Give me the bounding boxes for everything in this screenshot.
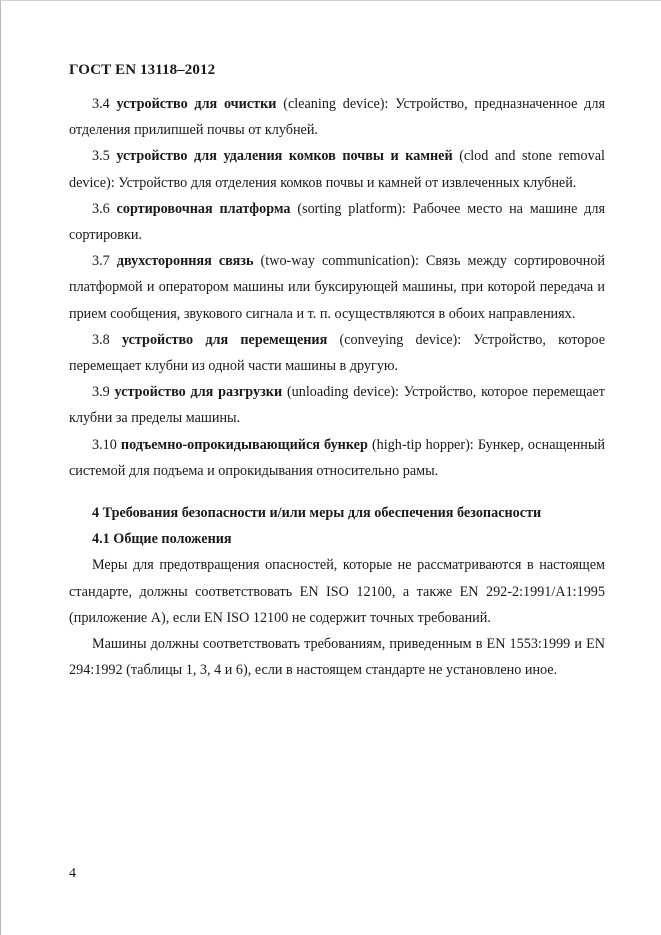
- term-3-6: 3.6 сортировочная платформа (sorting platform): Рабочее место на машине для сортировки.: [69, 200, 605, 244]
- standard-header: ГОСТ EN 13118–2012: [69, 62, 216, 78]
- term-3-5: 3.5 устройство для удаления комков почвы и камней (clod and stone removal device): Устройство для отделения комков почвы и камней от извлеченных клубней.: [69, 148, 605, 191]
- page-number: 4: [69, 866, 76, 881]
- document-body: [69, 91, 605, 683]
- term-3-7: 3.7 двухсторонняя связь (two-way communication): Связь между сортировочной платформой и оператором машины или буксирующей машины, при которой передача и прием сообщения, звукового сигнала и т. п. осуществляются в обоих направлениях.: [69, 253, 606, 322]
- page-border-top: [0, 0, 661, 1]
- page-border-left: [0, 0, 1, 935]
- term-3-8: 3.8 устройство для перемещения (conveying device): Устройство, которое перемещает клубни из одной части машины в другую.: [69, 331, 605, 375]
- section-title: 4 Требования безопасности и/или меры для обеспечения безопасности: [92, 505, 542, 522]
- term-3-10: 3.10 подъемно-опрокидывающийся бункер (high-tip hopper): Бункер, оснащенный системой для подъема и опрокидывания относительно рамы.: [69, 436, 606, 479]
- subsection-title: 4.1 Общие положения: [92, 531, 232, 548]
- section-paragraph: Меры для предотвращения опасностей, которые не рассматриваются в настоящем стандарте, должны соответствовать EN ISO 12100, а также EN 292-2:1991/A1:1995 (приложение А), если EN ISO 12100 не содержит точных требований.: [69, 557, 605, 626]
- term-3-9: 3.9 устройство для разгрузки (unloading device): Устройство, которое перемещает клубни за пределы машины.: [69, 384, 605, 427]
- section-paragraph: Машины должны соответствовать требованиям, приведенным в EN 1553:1999 и EN 294:1992 (таблицы 1, 3, 4 и 6), если в настоящем стандарте не установлено иное.: [69, 636, 605, 679]
- term-3-4: 3.4 устройство для очистки (cleaning device): Устройство, предназначенное для отделения прилипшей почвы от клубней.: [69, 96, 606, 139]
